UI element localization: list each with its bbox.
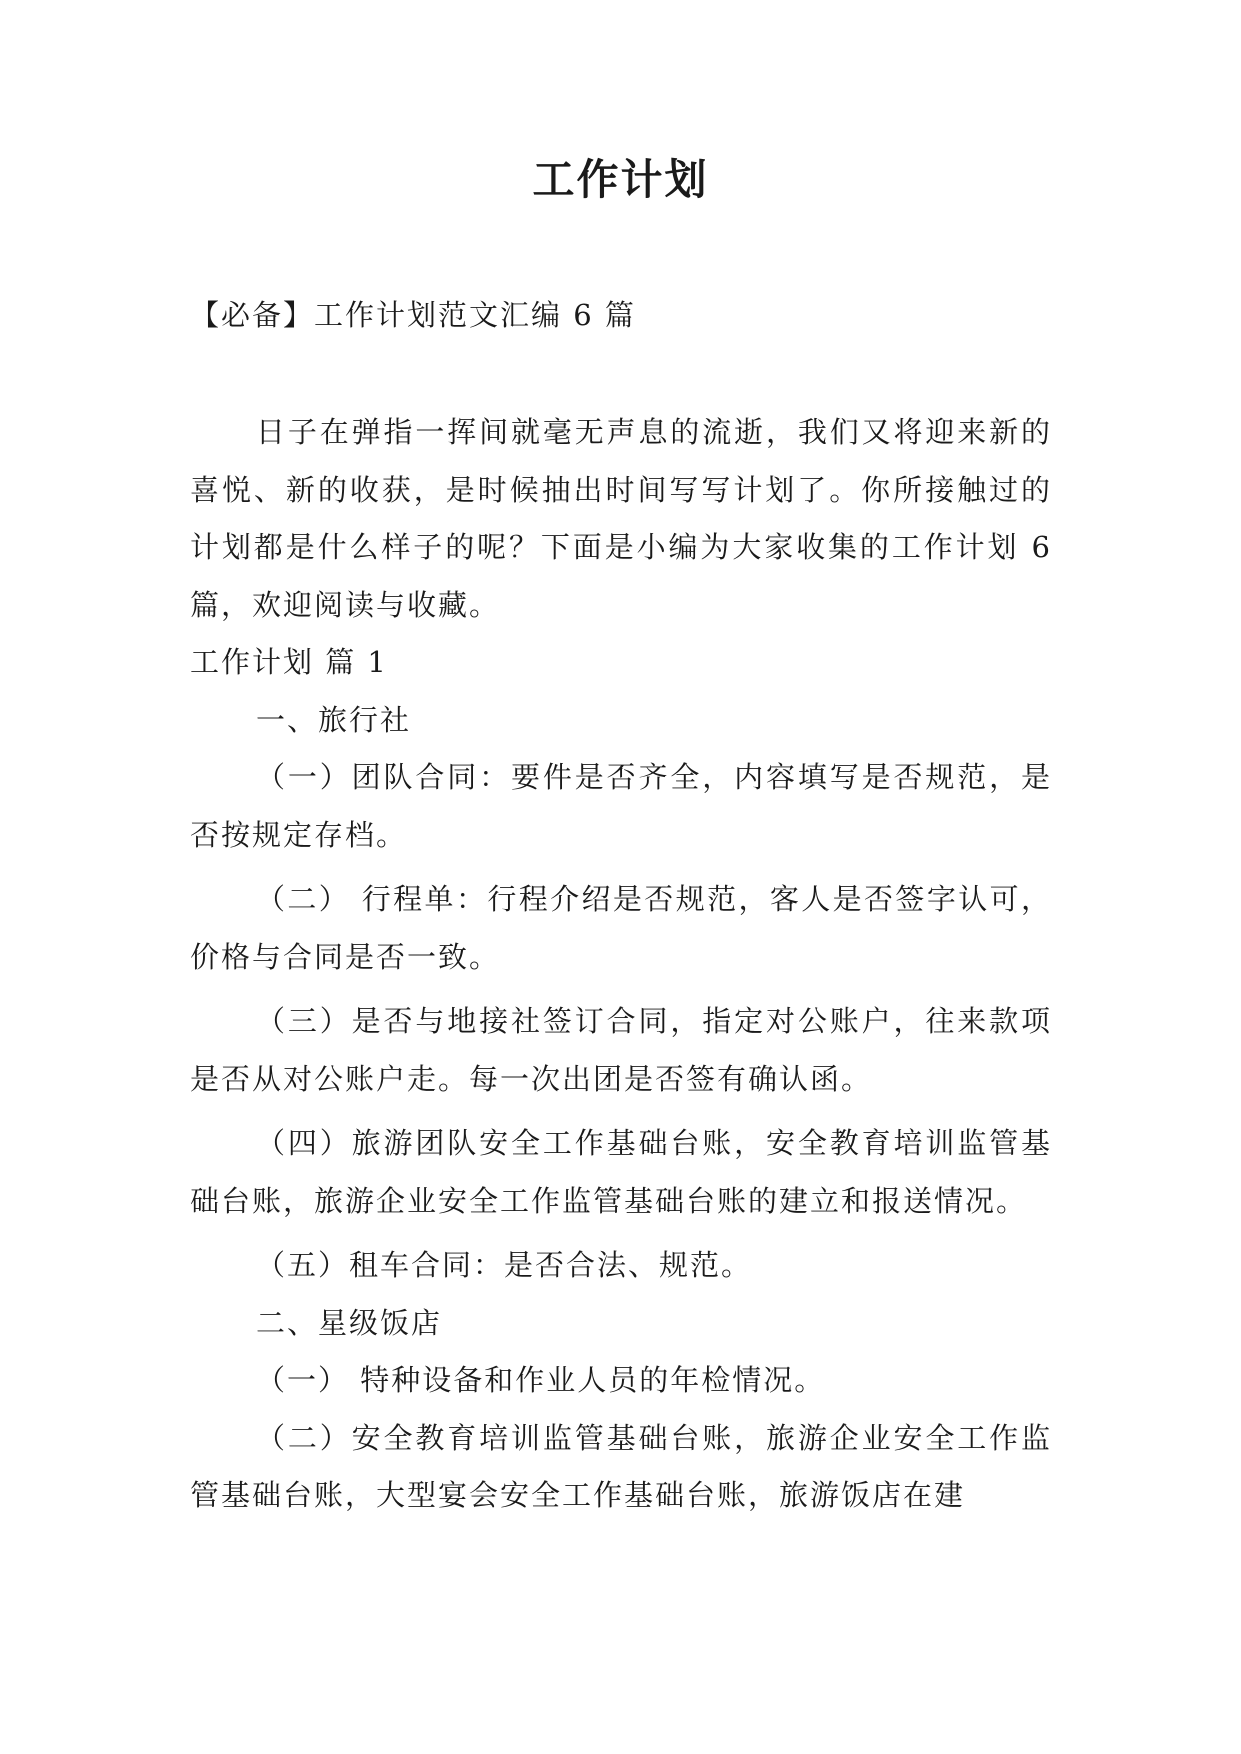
part1-item: （二） 行程单：行程介绍是否规范，客人是否签字认可，价格与合同是否一致。: [190, 882, 1052, 974]
part1-heading: 一、旅行社: [256, 702, 412, 737]
part1-item: （一）团队合同：要件是否齐全，内容填写是否规范，是否按规定存档。: [190, 760, 1052, 852]
intro-paragraph: 日子在弹指一挥间就毫无声息的流逝，我们又将迎来新的喜悦、新的收获，是时候抽出时间写写计划了。你所接触过的计划都是什么样子的呢？下面是小编为大家收集的工作计划 6 篇，欢迎阅读与收藏。: [190, 415, 1052, 622]
part1-item: （三）是否与地接社签订合同，指定对公账户，往来款项是否从对公账户走。每一次出团是否签有确认函。: [190, 1004, 1052, 1096]
document-subtitle: 【必备】工作计划范文汇编 6 篇: [190, 298, 636, 332]
part1-item: （五）租车合同：是否合法、规范。: [256, 1248, 753, 1282]
part2-item: （一） 特种设备和作业人员的年检情况。: [256, 1363, 826, 1397]
part1-item: （四）旅游团队安全工作基础台账，安全教育培训监管基础台账，旅游企业安全工作监管基础台账的建立和报送情况。: [190, 1126, 1052, 1218]
section-title: 工作计划 篇 1: [190, 645, 388, 679]
part2-heading: 二、星级饭店: [256, 1305, 443, 1340]
document-title: 工作计划: [532, 155, 709, 204]
part2-item: （二）安全教育培训监管基础台账，旅游企业安全工作监管基础台账，大型宴会安全工作基础台账，旅游饭店在建: [190, 1420, 1052, 1512]
document-body: [190, 404, 1052, 1525]
